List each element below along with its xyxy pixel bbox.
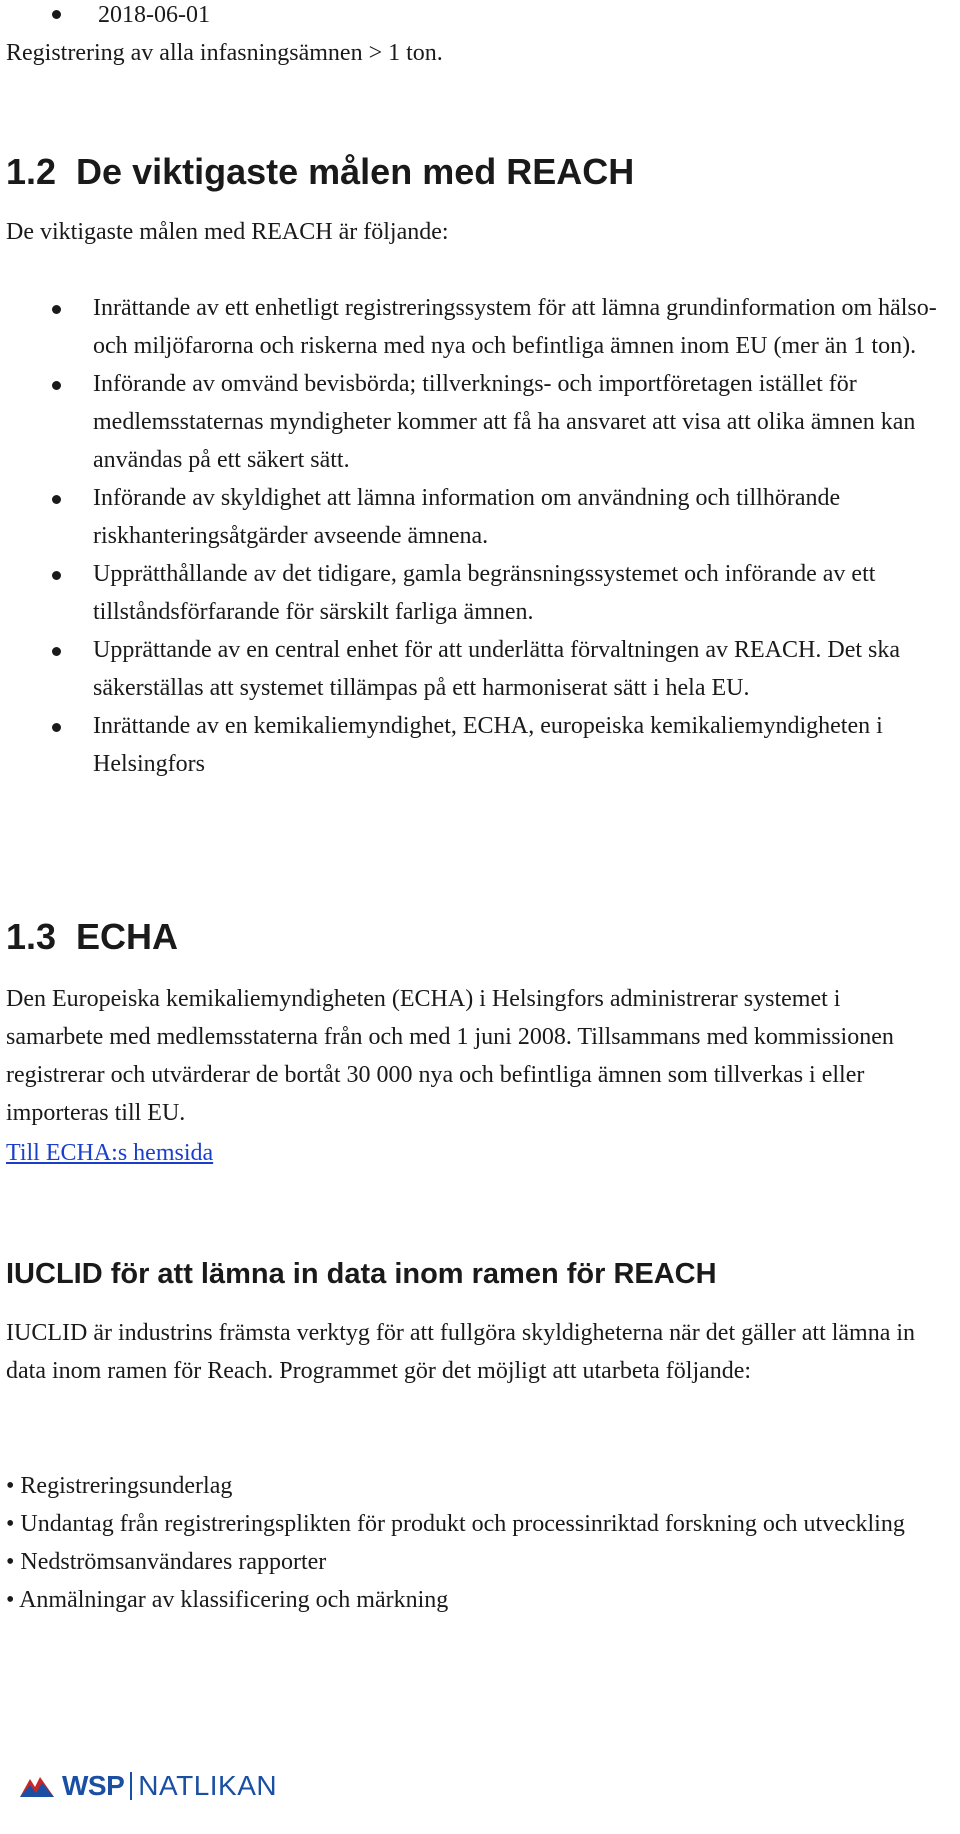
echa-homepage-link[interactable]: Till ECHA:s hemsida bbox=[6, 1140, 214, 1166]
echa-body: Den Europeiska kemikaliemyndigheten (ECHA) i Helsingfors administrerar systemet i samarbete med medlemsstaterna från och med 1 juni 2008. Tillsammans med kommissionen registrerar och utvärderar de bortåt 30 000 nya och befintliga ämnen som tillverkas i eller importeras till EU. bbox=[6, 986, 894, 1126]
list-item: Inrättande av en kemikaliemyndighet, ECHA, europeiska kemikaliemyndigheten i Helsingfors bbox=[0, 707, 948, 783]
iuclid-heading: IUCLID för att lämna in data inom ramen för REACH bbox=[6, 1258, 717, 1290]
wsp-natlikan-logo bbox=[18, 1770, 277, 1802]
list-item: Inrättande av ett enhetligt registreringssystem för att lämna grundinformation om hälso- och miljöfarorna och riskerna med nya och befintliga ämnen inom EU (mer än 1 ton). bbox=[0, 289, 948, 365]
registration-text: Registrering av alla infasningsämnen > 1 ton. bbox=[6, 40, 443, 66]
date-list-item bbox=[52, 0, 932, 34]
iuclid-list bbox=[6, 1467, 946, 1619]
date-text: 2018-06-01 bbox=[98, 2, 210, 28]
list-item: Upprätthållande av det tidigare, gamla begränsningssystemet och införande av ett tillståndsförfarande för särskilt farliga ämnen. bbox=[0, 555, 948, 631]
iuclid-body: IUCLID är industrins främsta verktyg för att fullgöra skyldigheterna när det gäller att lämna in data inom ramen för Reach. Programmet gör det möjligt att utarbeta följande: bbox=[6, 1320, 916, 1384]
logo-natlikan-text: NATLIKAN bbox=[138, 1770, 278, 1801]
list-item: Införande av omvänd bevisbörda; tillverknings- och importföretagen istället för medlemsstaternas myndigheter kommer att få ha ansvaret att visa att olika ämnen kan användas på ett säkert sätt. bbox=[0, 365, 948, 479]
section-intro: De viktigaste målen med REACH är följande: bbox=[6, 219, 449, 245]
list-item: • Anmälningar av klassificering och märkning bbox=[6, 1587, 449, 1613]
section-heading-1-2: 1.2 De viktigaste målen med REACH bbox=[6, 151, 635, 192]
logo-wsp-text: WSP bbox=[62, 1770, 125, 1801]
list-item: • Nedströmsanvändares rapporter bbox=[6, 1549, 327, 1575]
goals-list bbox=[0, 289, 948, 783]
section-heading-1-3: 1.3 ECHA bbox=[6, 916, 179, 957]
list-item: • Undantag från registreringsplikten för produkt och processinriktad forskning och utveckling bbox=[6, 1511, 905, 1537]
wsp-logo-icon bbox=[18, 1773, 56, 1799]
list-item: Införande av skyldighet att lämna information om användning och tillhörande riskhanteringsåtgärder avseende ämnena. bbox=[0, 479, 948, 555]
list-item: • Registreringsunderlag bbox=[6, 1473, 233, 1499]
bullet-icon bbox=[52, 10, 61, 19]
list-item: Upprättande av en central enhet för att underlätta förvaltningen av REACH. Det ska säkerställas att systemet tillämpas på ett harmoniserat sätt i hela EU. bbox=[0, 631, 948, 707]
logo-divider bbox=[130, 1772, 132, 1800]
